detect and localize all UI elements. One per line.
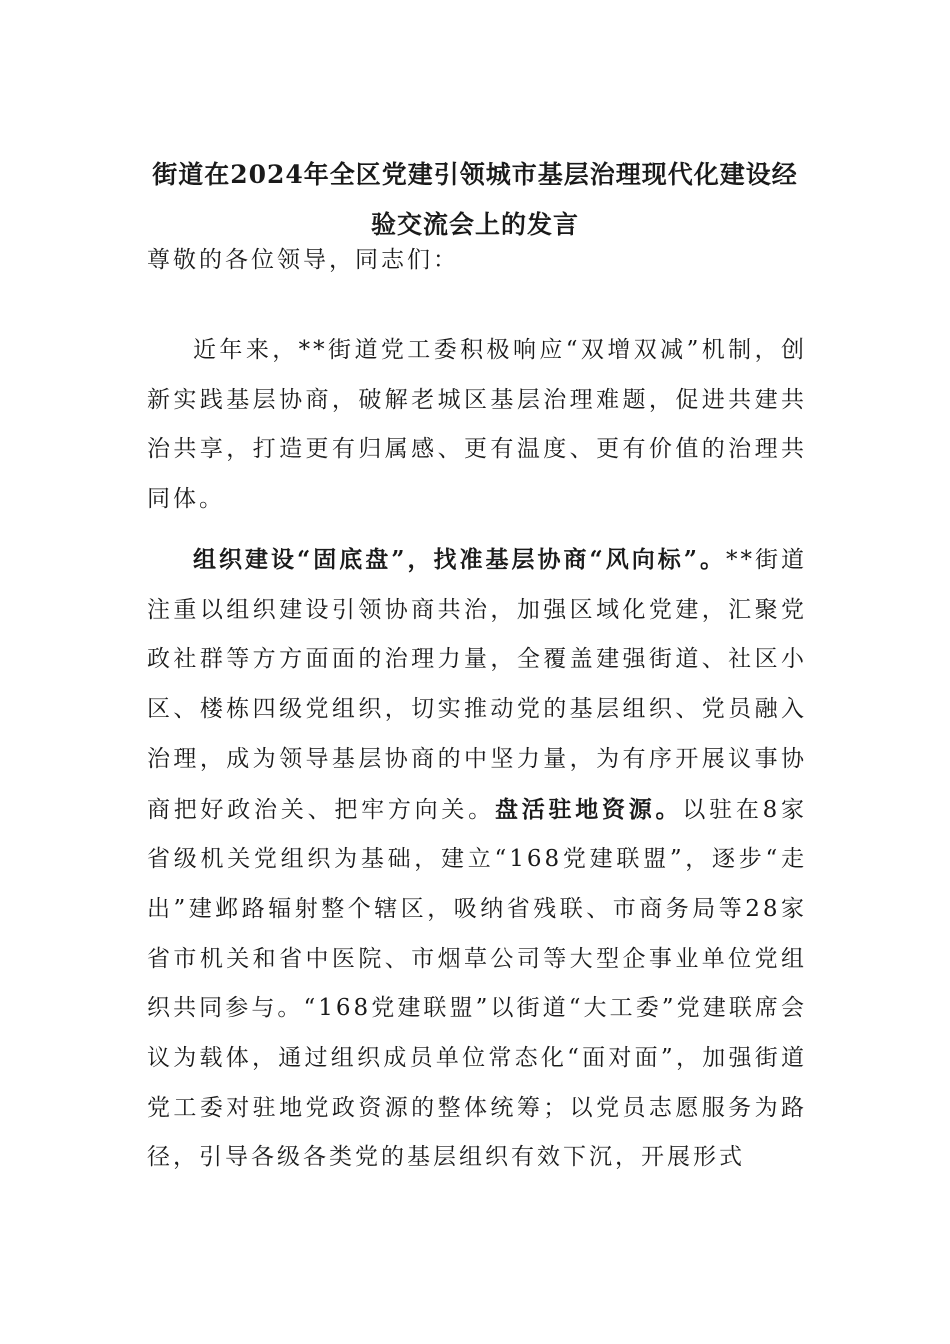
document-title: 街道在2024年全区党建引领城市基层治理现代化建设经验交流会上的发言 xyxy=(152,160,798,239)
salutation: 尊敬的各位领导，同志们： xyxy=(147,247,459,273)
paragraph-organization xyxy=(147,535,807,1183)
paragraph-subheading: 盘活驻地资源。 xyxy=(494,795,683,823)
paragraph-intro: 近年来，**街道党工委积极响应“双增双减”机制，创新实践基层协商，破解老城区基层治理难题，促进共建共治共享，打造更有归属感、更有温度、更有价值的治理共同体。 xyxy=(147,337,807,513)
paragraph-heading: 组织建设“固底盘”，找准基层协商“风向标”。 xyxy=(193,546,726,573)
paragraph-text: **街道注重以组织建设引领协商共治，加强区域化党建，汇聚党政社群等方方面面的治理力量，全覆盖建强街道、社区小区、楼栋四级党组织，切实推动党的基层组织、党员融入治理，成为领导基层协商的中坚力量，为有序开展议事协商把好政治关、把牢方向关。 xyxy=(147,547,808,823)
paragraph-text-continued: 以驻在8家省级机关党组织为基础，建立“168党建联盟”，逐步“走出”建邺路辐射整个辖区，吸纳省残联、市商务局等28家省市机关和省中医院、市烟草公司等大型企事业单位党组织共同参与。“168党建联盟”以街道“大工委”党建联席会议为载体，通过组织成员单位常态化“面对面”，加强街道党工委对驻地党政资源的整体统筹；以党员志愿服务为路径，引导各级各类党的基层组织有效下沉，开展形式 xyxy=(147,796,808,1171)
